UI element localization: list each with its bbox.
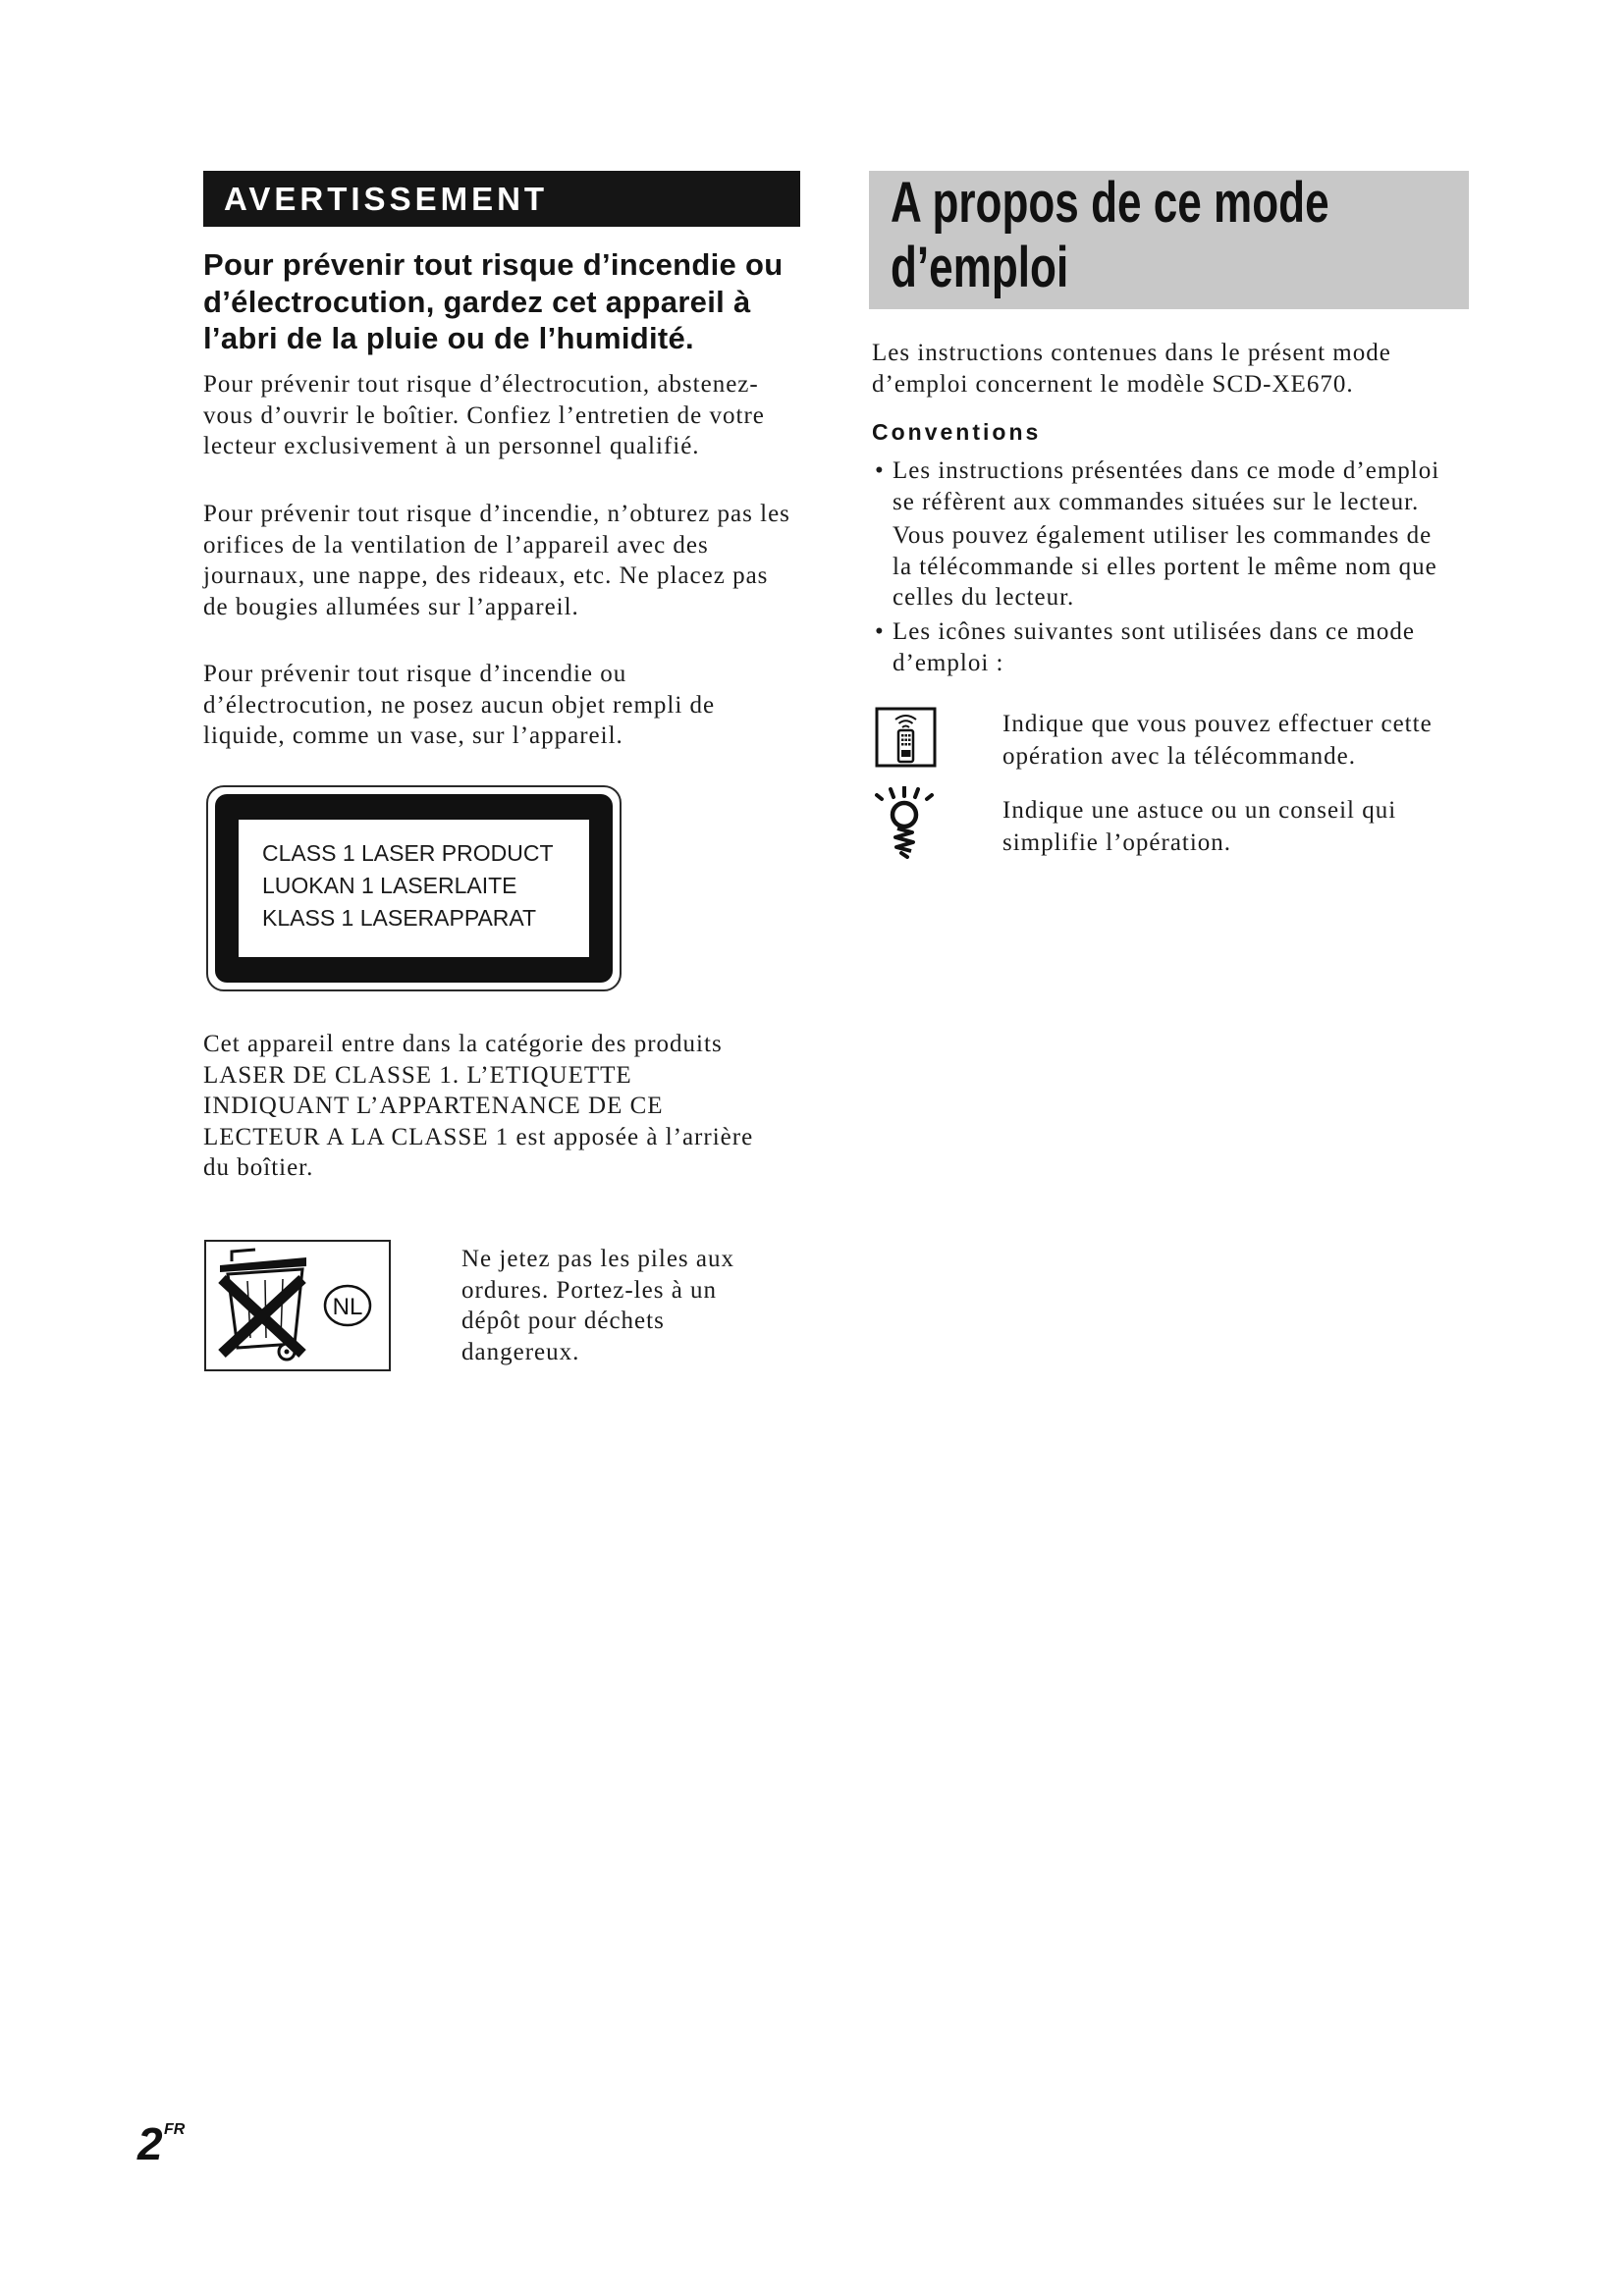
crossed-out-wheelie-bin-icon (204, 1240, 391, 1371)
about-intro (872, 338, 1391, 400)
page-number: 2 (137, 2118, 163, 2169)
legend-line: Indique une astuce ou un conseil qui (1002, 797, 1397, 824)
remote-control-icon (875, 707, 937, 768)
warning-heading (203, 246, 783, 357)
paragraph-line: orifices de la ventilation de l’appareil avec des (203, 531, 709, 559)
bullet-line: se réfèrent aux commandes situées sur le lecteur. (893, 488, 1420, 515)
nl-mark-text: NL (332, 1294, 363, 1320)
paragraph-line: INDIQUANT L’APPARTENANCE DE CE (203, 1093, 664, 1119)
paragraph-line: journaux, une nappe, des rideaux, etc. Ne placez pas (203, 562, 769, 589)
bullet-marker: • (875, 457, 885, 484)
warning-paragraph-electrocution (203, 369, 765, 462)
paragraph-line: LECTEUR A LA CLASSE 1 est apposée à l’arrière (203, 1123, 754, 1150)
paragraph-line: Pour prévenir tout risque d’incendie ou (203, 661, 627, 687)
paragraph-line: la télécommande si elles portent le même nom que (893, 553, 1437, 580)
paragraph-line: ordures. Portez-les à un (461, 1276, 718, 1304)
battery-disposal-symbol (204, 1240, 391, 1371)
paragraph-line: Pour prévenir tout risque d’électrocution, abstenez- (203, 371, 759, 398)
paragraph-line: vous d’ouvrir le boîtier. Confiez l’entretien de votre (203, 401, 765, 429)
bullet-line: Les icônes suivantes sont utilisées dans ce mode (893, 618, 1415, 645)
paragraph-line: Cet appareil entre dans la catégorie des produits (203, 1031, 723, 1057)
warning-banner-title: AVERTISSEMENT (224, 181, 549, 217)
bullet-marker: • (875, 618, 885, 645)
paragraph-line: celles du lecteur. (893, 584, 1075, 611)
warning-paragraph-ventilation (203, 499, 790, 622)
bullet-item (872, 455, 1439, 517)
paragraph-line: lecteur exclusivement à un personnel qualifié. (203, 433, 700, 459)
bullet-text (893, 616, 1415, 678)
paragraph-line: dépôt pour déchets (461, 1308, 665, 1334)
laser-class-paragraph (203, 1029, 753, 1184)
paragraph-line: d’emploi concernent le modèle SCD-XE670. (872, 370, 1354, 398)
paragraph-line: dangereux. (461, 1338, 580, 1365)
paragraph-line: Les instructions contenues dans le présent mode (872, 340, 1391, 366)
battery-disposal-text (461, 1244, 734, 1367)
paragraph-line: d’électrocution, ne posez aucun objet rempli de (203, 691, 716, 719)
about-title-line: A propos de ce mode (891, 171, 1329, 235)
laser-label-line: LUOKAN 1 LASERLAITE (262, 873, 517, 898)
bullet-line: Les instructions présentées dans ce mode d’emploi (893, 457, 1440, 484)
paragraph-line: Ne jetez pas les piles aux (461, 1246, 734, 1272)
legend-line: Indique que vous pouvez effectuer cette (1002, 711, 1433, 737)
paragraph-line: du boîtier. (203, 1154, 314, 1181)
page-language-suffix: FR (164, 2121, 186, 2138)
legend-line: simplifie l’opération. (1002, 829, 1232, 856)
warning-heading-line: d’électrocution, gardez cet appareil à (203, 284, 751, 319)
laser-class-label (206, 785, 622, 991)
legend-line: opération avec la télécommande. (1002, 743, 1357, 770)
warning-banner (203, 171, 800, 227)
warning-heading-line: Pour prévenir tout risque d’incendie ou (203, 247, 784, 282)
laser-label-line: KLASS 1 LASERAPPARAT (262, 905, 537, 931)
about-title-box (869, 171, 1469, 309)
warning-heading-line: l’abri de la pluie ou de l’humidité. (203, 321, 694, 355)
paragraph-line: LASER DE CLASSE 1. L’ETIQUETTE (203, 1061, 632, 1089)
paragraph-line: Pour prévenir tout risque d’incendie, n’obturez pas les (203, 501, 790, 527)
bullet-text (893, 455, 1439, 517)
bullet-line: d’emploi : (893, 649, 1004, 676)
paragraph-line: liquide, comme un vase, sur l’appareil. (203, 722, 623, 749)
lightbulb-tip-icon (872, 786, 937, 859)
remote-icon-description (1002, 708, 1433, 773)
paragraph-line: de bougies allumées sur l’appareil. (203, 593, 579, 620)
laser-label-line: CLASS 1 LASER PRODUCT (262, 840, 554, 866)
tip-icon-description (1002, 794, 1396, 859)
laser-label-text (239, 820, 589, 957)
conventions-heading: Conventions (872, 419, 1042, 445)
laser-label-frame (215, 794, 613, 983)
warning-paragraph-liquids (203, 659, 715, 752)
bullet-item (872, 616, 1415, 678)
paragraph-line: Vous pouvez également utiliser les commandes de (893, 522, 1433, 549)
about-title-line: d’emploi (891, 236, 1069, 299)
bullet-continuation (893, 520, 1437, 614)
